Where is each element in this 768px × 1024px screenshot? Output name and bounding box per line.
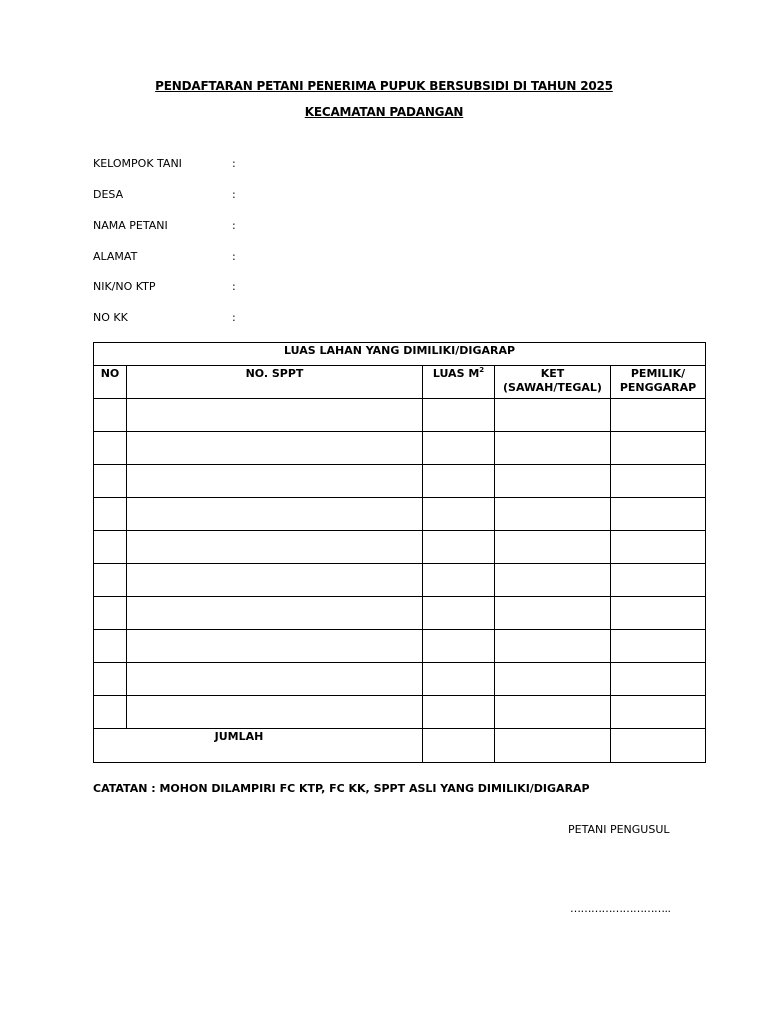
column-header-no: NO	[94, 366, 127, 399]
cell-no[interactable]	[94, 597, 127, 630]
column-header-luas-unit: 2	[479, 366, 485, 374]
cell-no[interactable]	[94, 531, 127, 564]
cell-luas[interactable]	[423, 432, 495, 465]
table-row	[94, 564, 706, 597]
cell-luas[interactable]	[423, 399, 495, 432]
cell-ket[interactable]	[495, 432, 611, 465]
cell-no[interactable]	[94, 498, 127, 531]
field-label: NO KK	[93, 311, 128, 324]
column-header-ket-line2: (SAWAH/TEGAL)	[503, 381, 602, 394]
document-subtitle: KECAMATAN PADANGAN	[304, 105, 464, 119]
cell-no[interactable]	[94, 564, 127, 597]
field-colon: :	[232, 250, 236, 263]
cell-total-pemilik[interactable]	[611, 729, 706, 763]
total-label-cell	[94, 729, 423, 763]
cell-sppt[interactable]	[127, 630, 423, 663]
signature-line[interactable]: ………………………..	[570, 902, 671, 915]
field-label: ALAMAT	[93, 250, 138, 263]
field-label: NIK/NO KTP	[93, 280, 156, 293]
cell-pemilik[interactable]	[611, 465, 706, 498]
table-row	[94, 399, 706, 432]
field-colon: :	[232, 157, 236, 170]
signature-label: PETANI PENGUSUL	[568, 823, 670, 836]
column-header-luas-label: LUAS M	[432, 367, 480, 380]
cell-sppt[interactable]	[127, 696, 423, 729]
cell-pemilik[interactable]	[611, 696, 706, 729]
cell-pemilik[interactable]	[611, 597, 706, 630]
column-header-pemilik-line2: PENGGARAP	[619, 381, 697, 394]
cell-ket[interactable]	[495, 696, 611, 729]
cell-luas[interactable]	[423, 465, 495, 498]
cell-ket[interactable]	[495, 465, 611, 498]
cell-no[interactable]	[94, 399, 127, 432]
cell-luas[interactable]	[423, 663, 495, 696]
cell-ket[interactable]	[495, 630, 611, 663]
table-caption: LUAS LAHAN YANG DIMILIKI/DIGARAP	[94, 343, 706, 366]
cell-pemilik[interactable]	[611, 399, 706, 432]
table-row	[94, 663, 706, 696]
cell-sppt[interactable]	[127, 465, 423, 498]
cell-luas[interactable]	[423, 531, 495, 564]
land-table	[93, 342, 706, 763]
column-header-ket	[495, 366, 611, 399]
cell-pemilik[interactable]	[611, 432, 706, 465]
cell-sppt[interactable]	[127, 564, 423, 597]
cell-sppt[interactable]	[127, 498, 423, 531]
cell-luas[interactable]	[423, 696, 495, 729]
cell-luas[interactable]	[423, 498, 495, 531]
cell-no[interactable]	[94, 630, 127, 663]
table-row	[94, 597, 706, 630]
cell-no[interactable]	[94, 663, 127, 696]
table-row	[94, 432, 706, 465]
column-header-pemilik	[611, 366, 706, 399]
column-header-luas	[423, 366, 495, 399]
cell-luas[interactable]	[423, 564, 495, 597]
column-header-ket-line1: KET	[540, 367, 565, 380]
table-row	[94, 531, 706, 564]
cell-total-luas[interactable]	[423, 729, 495, 763]
document-title: PENDAFTARAN PETANI PENERIMA PUPUK BERSUBSIDI DI TAHUN 2025	[155, 79, 613, 93]
field-colon: :	[232, 311, 236, 324]
cell-no[interactable]	[94, 696, 127, 729]
field-colon: :	[232, 219, 236, 232]
total-row	[94, 729, 706, 763]
table-row	[94, 696, 706, 729]
cell-luas[interactable]	[423, 597, 495, 630]
field-label: KELOMPOK TANI	[93, 157, 182, 170]
cell-total-ket[interactable]	[495, 729, 611, 763]
field-colon: :	[232, 280, 236, 293]
cell-luas[interactable]	[423, 630, 495, 663]
cell-sppt[interactable]	[127, 597, 423, 630]
cell-sppt[interactable]	[127, 531, 423, 564]
cell-no[interactable]	[94, 432, 127, 465]
cell-pemilik[interactable]	[611, 564, 706, 597]
cell-ket[interactable]	[495, 498, 611, 531]
table-row	[94, 630, 706, 663]
cell-pemilik[interactable]	[611, 663, 706, 696]
cell-pemilik[interactable]	[611, 630, 706, 663]
cell-sppt[interactable]	[127, 399, 423, 432]
cell-sppt[interactable]	[127, 663, 423, 696]
cell-pemilik[interactable]	[611, 498, 706, 531]
field-colon: :	[232, 188, 236, 201]
field-label: NAMA PETANI	[93, 219, 168, 232]
column-header-pemilik-line1: PEMILIK/	[630, 367, 686, 380]
table-row	[94, 498, 706, 531]
cell-ket[interactable]	[495, 564, 611, 597]
cell-pemilik[interactable]	[611, 531, 706, 564]
field-label: DESA	[93, 188, 124, 201]
cell-ket[interactable]	[495, 663, 611, 696]
cell-sppt[interactable]	[127, 432, 423, 465]
total-label: JUMLAH	[214, 730, 264, 743]
cell-no[interactable]	[94, 465, 127, 498]
cell-ket[interactable]	[495, 597, 611, 630]
table-row	[94, 465, 706, 498]
attachment-note: CATATAN : MOHON DILAMPIRI FC KTP, FC KK, SPPT ASLI YANG DIMILIKI/DIGARAP	[93, 782, 590, 795]
column-header-sppt: NO. SPPT	[127, 366, 423, 399]
cell-ket[interactable]	[495, 531, 611, 564]
cell-ket[interactable]	[495, 399, 611, 432]
